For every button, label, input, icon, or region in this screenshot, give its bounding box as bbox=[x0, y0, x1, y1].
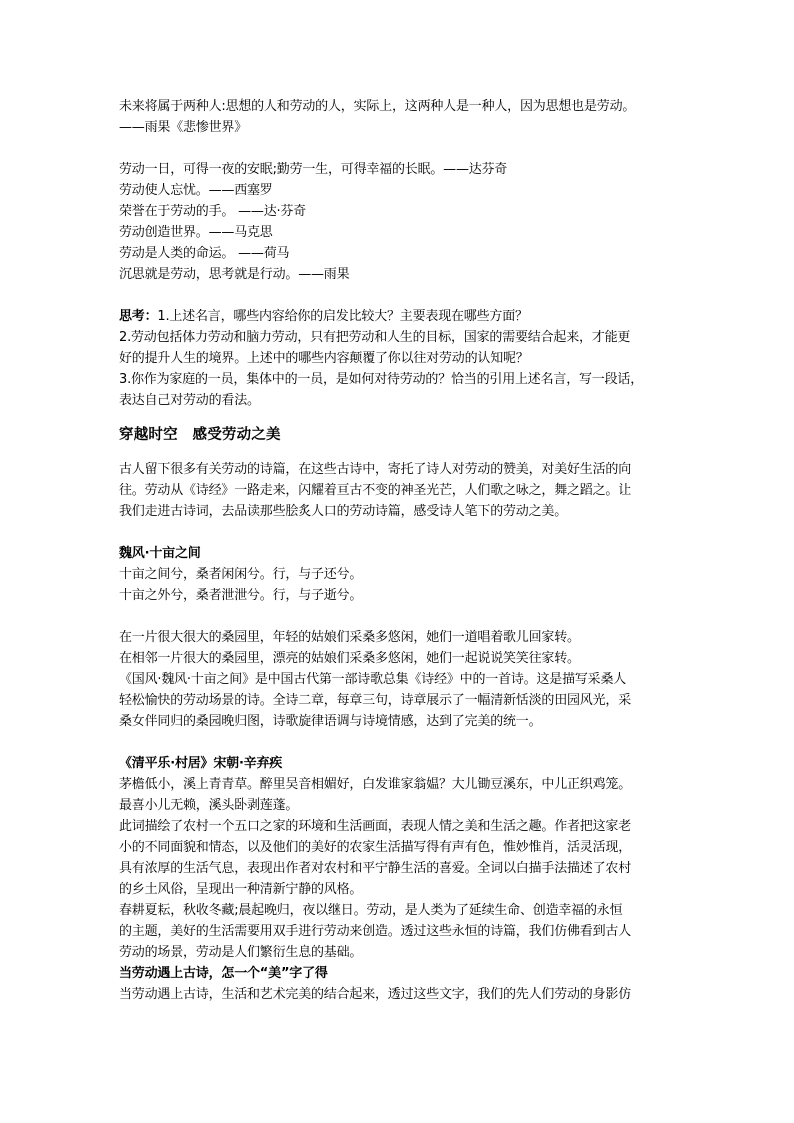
poem-title: 《清平乐·村居》宋朝·辛弃疾 bbox=[119, 756, 283, 771]
paragraph-line: 桑女伴同归的桑园晚归图，诗歌旋律语调与诗境情感，达到了完美的统一。 bbox=[119, 714, 542, 729]
paragraph-line: 轻松愉快的劳动场景的诗。全诗二章，每章三句，诗章展示了一幅清新恬淡的田园风光，采 bbox=[119, 693, 632, 708]
quote-line: 劳动是人类的命运。 ——荷马 bbox=[119, 246, 290, 261]
closing-block bbox=[119, 963, 684, 1005]
paragraph-line: 在一片很大很大的桑园里，年轻的姑娘们采桑多悠闲，她们一道唱着歌儿回家转。 bbox=[119, 630, 580, 645]
quote-line: 荣誉在于劳动的手。 ——达·芬奇 bbox=[119, 204, 307, 219]
quote-line: 沉思就是劳动，思考就是行动。——雨果 bbox=[119, 267, 350, 282]
paragraph-line: 古人留下很多有关劳动的诗篇，在这些古诗中，寄托了诗人对劳动的赞美，对美好生活的向 bbox=[119, 462, 632, 477]
section-intro bbox=[119, 459, 684, 522]
paragraph-line: 的乡土风俗，呈现出一种清新宁静的风格。 bbox=[119, 882, 363, 897]
thinking-question-2: 2.劳动包括体力劳动和脑力劳动，只有把劳动和人生的目标，国家的需要结合起来，才能更 bbox=[119, 330, 631, 345]
paragraph-line: 我们走进古诗词，去品读那些脍炙人口的劳动诗篇，感受诗人笔下的劳动之美。 bbox=[119, 504, 568, 519]
poem-line: 茅檐低小，溪上青青草。醉里吴音相媚好，白发谁家翁媪？大儿锄豆溪东，中儿正织鸡笼。 bbox=[119, 777, 632, 792]
quote-line: 劳动使人忘忧。——西塞罗 bbox=[119, 183, 273, 198]
paragraph-line: 此词描绘了农村一个五口之家的环境和生活画面，表现人情之美和生活之趣。作者把这家老 bbox=[119, 819, 632, 834]
section-title: 穿越时空 感受劳动之美 bbox=[119, 427, 281, 443]
closing-heading: 当劳动遇上古诗，怎一个“美”字了得 bbox=[119, 966, 328, 981]
thinking-question-3: 3.你作为家庭的一员，集体中的一员，是如何对待劳动的？恰当的引用上述名言，写一段话， bbox=[119, 372, 644, 387]
paragraph-line: 劳动的场景，劳动是人们繁衍生息的基础。 bbox=[119, 945, 363, 960]
paragraph-line: 在相邻一片很大的桑园里，漂亮的姑娘们采桑多悠闲，她们一起说说笑笑往家转。 bbox=[119, 651, 580, 666]
poem-title: 魏风·十亩之间 bbox=[119, 546, 201, 561]
thinking-block bbox=[119, 306, 684, 411]
paragraph-line: 当劳动遇上古诗，生活和艺术完美的结合起来，透过这些文字，我们的先人们劳动的身影仿 bbox=[119, 987, 632, 1002]
poem-line: 十亩之间兮，桑者闲闲兮。行，与子还兮。 bbox=[119, 567, 363, 582]
paragraph-line: 往。劳动从《诗经》一路走来，闪耀着亘古不变的神圣光芒，人们歌之咏之，舞之蹈之。让 bbox=[119, 483, 632, 498]
paragraph-line: 具有浓厚的生活气息，表现出作者对农村和平宁静生活的喜爱。全词以白描手法描述了农村 bbox=[119, 861, 632, 876]
poem-line: 最喜小儿无赖，溪头卧剥莲蓬。 bbox=[119, 798, 299, 813]
quote-line: 劳动创造世界。——马克思 bbox=[119, 225, 273, 240]
paragraph-line: 春耕夏耘，秋收冬藏;晨起晚归，夜以继日。劳动，是人类为了延续生命、创造幸福的永恒 bbox=[119, 903, 623, 918]
quote-line: 劳动一日，可得一夜的安眠;勤劳一生，可得幸福的长眠。——达芬奇 bbox=[119, 162, 508, 177]
quotes-block bbox=[119, 96, 684, 285]
thinking-question-3-cont: 表达自己对劳动的看法。 bbox=[119, 393, 260, 408]
quote-line: ——雨果《悲惨世界》 bbox=[119, 120, 248, 135]
paragraph-line: 的主题，美好的生活需要用双手进行劳动来创造。透过这些永恒的诗篇，我们仿佛看到古人 bbox=[119, 924, 632, 939]
poem-2-block bbox=[119, 753, 684, 963]
poem-1-block bbox=[119, 543, 684, 732]
thinking-question-1: 思考：1.上述名言，哪些内容给你的启发比较大？主要表现在哪些方面？ bbox=[119, 309, 528, 324]
thinking-label: 思考： bbox=[119, 309, 158, 324]
quote-line: 未来将属于两种人:思想的人和劳动的人，实际上，这两种人是一种人，因为思想也是劳动。 bbox=[119, 99, 636, 114]
thinking-question-2-cont: 好的提升人生的境界。上述中的哪些内容颠覆了你以往对劳动的认知呢？ bbox=[119, 351, 529, 366]
paragraph-line: 小的不同面貌和情态，以及他们的美好的农家生活描写得有声有色，惟妙惟肖，活灵活现， bbox=[119, 840, 632, 855]
paragraph-line: 《国风·魏风·十亩之间》是中国古代第一部诗歌总集《诗经》中的一首诗。这是描写采桑人 bbox=[119, 672, 627, 687]
document-page bbox=[119, 96, 684, 1005]
poem-line: 十亩之外兮，桑者泄泄兮。行，与子逝兮。 bbox=[119, 588, 363, 603]
